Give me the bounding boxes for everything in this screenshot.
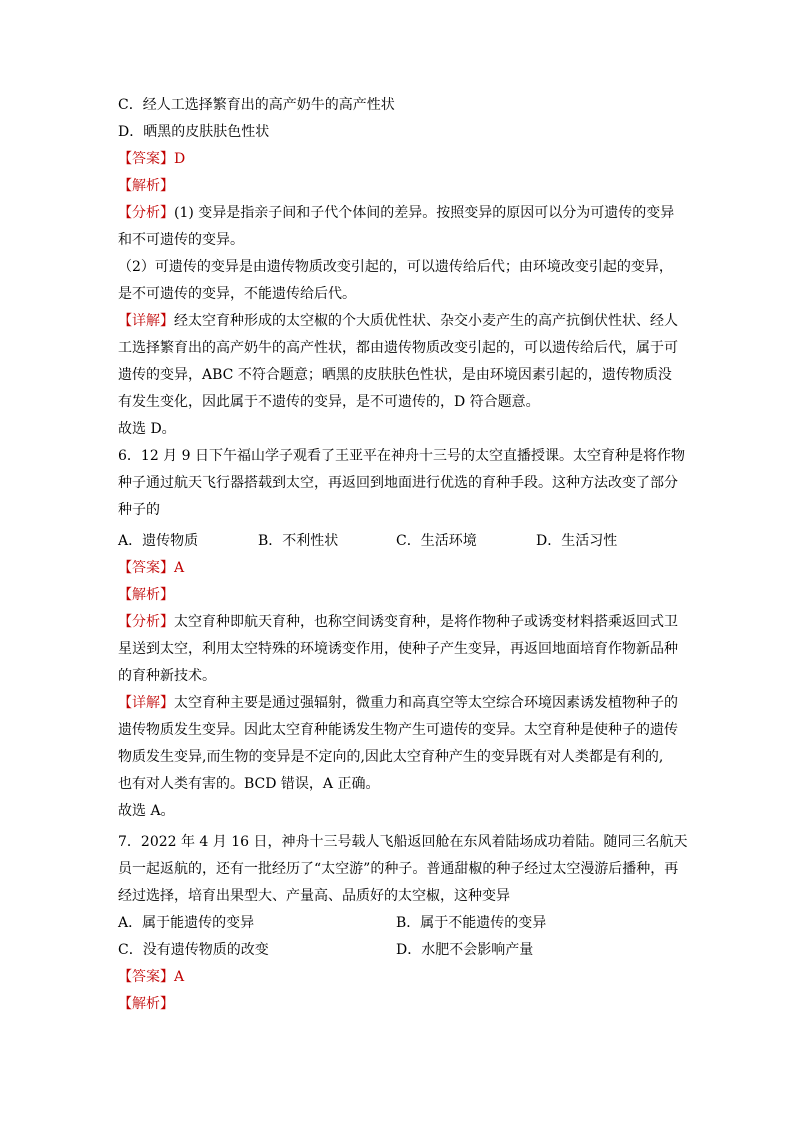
q5-guxuan: 故选 D。: [118, 421, 176, 437]
q6-option-b: B．不利性状: [258, 533, 339, 549]
q5-jiexi-label: 【解析】: [118, 178, 174, 194]
q6-stem-line-2: 种子通过航天飞行器搭载到太空，再返回到地面进行优选的育种手段。这种方法改变了部分: [118, 475, 678, 491]
q5-fenxi-line-4: 是不可遗传的变异，不能遗传给后代。: [118, 286, 356, 302]
fenxi-text: 太空育种即航天育种，也称空间诱变育种，是将作物种子或诱变材料搭乘返回式卫: [174, 614, 678, 630]
q7-answer: [118, 967, 184, 987]
q6-options: [118, 531, 678, 551]
q7-stem-line-3: 经过选择，培育出果型大、产量高、品质好的太空椒，这种变异: [118, 888, 510, 904]
q6-xiangjie-line-2: 遗传物质发生变异。因此太空育种能诱发生物产生可遗传的变异。太空育种是使种子的遗传: [118, 722, 678, 738]
q7-option-b: B．属于不能遗传的变异: [396, 915, 547, 931]
answer-value: A: [174, 969, 185, 985]
q7-stem-line-2: 员一起返航的，还有一批经历了“太空游”的种子。普通甜椒的种子经过太空漫游后播种，再: [118, 861, 679, 877]
answer-label: 【答案】: [118, 969, 174, 985]
answer-label: 【答案】: [118, 151, 174, 167]
fenxi-label: 【分析】: [118, 205, 174, 221]
q7-option-a: A．属于能遗传的变异: [118, 915, 255, 931]
q6-stem-line-3: 种子的: [118, 502, 160, 518]
q5-option-c: C．经人工选择繁育出的高产奶牛的高产性状: [118, 97, 395, 113]
q6-jiexi-label: 【解析】: [118, 587, 174, 603]
q7-options-row-1: [118, 913, 678, 933]
q5-answer: [118, 149, 185, 169]
q5-xiangjie-line-4: 有发生变化，因此属于不遗传的变异，是不可遗传的，D 符合题意。: [118, 394, 540, 410]
q5-fenxi-line-1: [118, 203, 674, 223]
q6-option-c: C．生活环境: [396, 533, 477, 549]
q6-fenxi-line-1: [118, 612, 678, 632]
q7-jiexi-label: 【解析】: [118, 996, 174, 1012]
q5-fenxi-line-2: 和不可遗传的变异。: [118, 232, 244, 248]
q6-option-a: A．遗传物质: [118, 533, 199, 549]
q5-xiangjie-line-1: [118, 311, 678, 331]
answer-value: A: [174, 560, 185, 576]
xiangjie-label: 【详解】: [118, 695, 174, 711]
q6-xiangjie-line-3: 物质发生变异,而生物的变异是不定向的,因此太空育种产生的变异既有对人类都是有利的,: [118, 749, 664, 765]
q7-option-d: D．水肥不会影响产量: [396, 942, 534, 958]
q6-option-d: D．生活习性: [536, 533, 618, 549]
q6-stem-line-1: 6．12 月 9 日下午福山学子观看了王亚平在神舟十三号的太空直播授课。太空育种是将作物: [118, 448, 685, 464]
q6-xiangjie-line-4: 也有对人类有害的。BCD 错误，A 正确。: [118, 776, 380, 792]
xiangjie-text: 太空育种主要是通过强辐射，微重力和高真空等太空综合环境因素诱发植物种子的: [174, 695, 678, 711]
fenxi-label: 【分析】: [118, 614, 174, 630]
q5-fenxi-line-3: （2）可遗传的变异是由遗传物质改变引起的，可以遗传给后代；由环境改变引起的变异，: [118, 259, 673, 275]
fenxi-text: (1) 变异是指亲子间和子代个体间的差异。按照变异的原因可以分为可遗传的变异: [174, 205, 675, 221]
q6-xiangjie-line-1: [118, 693, 678, 713]
q7-option-c: C．没有遗传物质的改变: [118, 942, 269, 958]
q5-option-d: D．晒黑的皮肤肤色性状: [118, 124, 270, 140]
q5-xiangjie-line-2: 工选择繁育出的高产奶牛的高产性状，都由遗传物质改变引起的，可以遗传给后代，属于可: [118, 340, 678, 356]
answer-value: D: [174, 151, 186, 167]
q6-guxuan: 故选 A。: [118, 803, 175, 819]
answer-label: 【答案】: [118, 560, 174, 576]
xiangjie-label: 【详解】: [118, 313, 174, 329]
q6-fenxi-line-2: 星送到太空，利用太空特殊的环境诱变作用，使种子产生变异，再返回地面培育作物新品种: [118, 641, 678, 657]
q6-fenxi-line-3: 的育种新技术。: [118, 668, 216, 684]
xiangjie-text: 经太空育种形成的太空椒的个大质优性状、杂交小麦产生的高产抗倒伏性状、经人: [174, 313, 678, 329]
q6-answer: [118, 558, 184, 578]
q7-stem-line-1: 7．2022 年 4 月 16 日，神舟十三号载人飞船返回舱在东风着陆场成功着陆。随同三名航天: [118, 834, 688, 850]
q7-options-row-2: [118, 940, 678, 960]
q5-xiangjie-line-3: 遗传的变异，ABC 不符合题意；晒黑的皮肤肤色性状，是由环境因素引起的，遗传物质没: [118, 367, 672, 383]
